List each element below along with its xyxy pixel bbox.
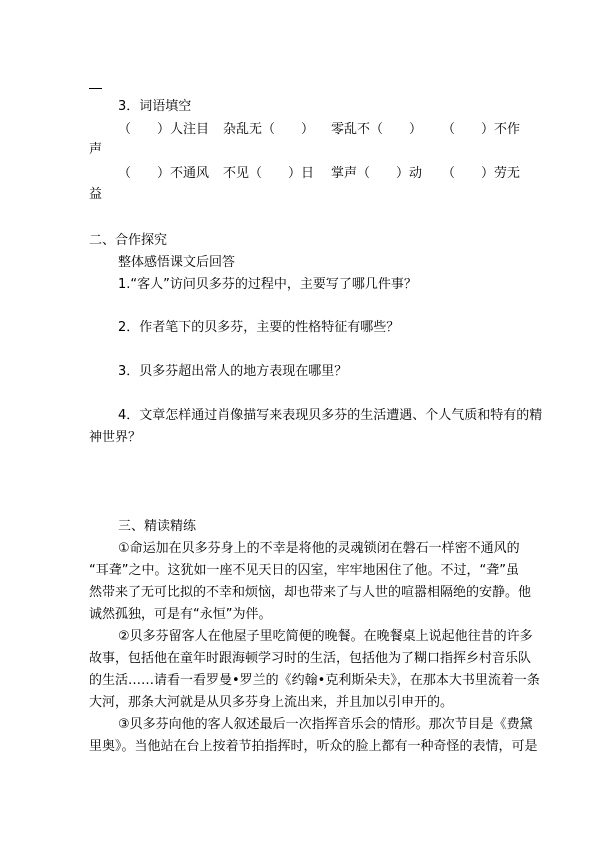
paragraph-line: ①命运加在贝多芬身上的不幸是将他的灵魂锁闭在磐石一样密不通风的 [118, 541, 520, 556]
vocab-item: 零乱不（ ） [331, 122, 423, 137]
paragraph-line: ③贝多芬向他的客人叙述最后一次指挥音乐会的情形。那次节目是《费黛 [118, 717, 533, 732]
vocab-item: 杂乱无（ ） [223, 122, 315, 137]
paragraph-line: 大河，那条大河就是从贝多芬身上流出来，并且加以引申开的。 [89, 695, 454, 710]
paragraph-line: ②贝多芬留客人在他屋子里吃简便的晚餐。在晚餐桌上说起他往昔的许多 [118, 629, 533, 644]
paragraph-line: 的生活……请看一看罗曼•罗兰的《约翰•克利斯朵夫》，在那本大书里流着一条 [89, 673, 540, 688]
vocab-item: （ ）人注目 [118, 122, 210, 137]
paragraph-line: 诚然孤独，可是有“永恒”为伴。 [89, 607, 272, 622]
question-4-line: 4．文章怎样通过肖像描写来表现贝多芬的生活遭遇、个人气质和特有的精 [118, 408, 543, 423]
question-2: 2．作者笔下的贝多芬，主要的性格特征有哪些？ [118, 320, 400, 335]
vocab-item: （ ）不作 [442, 122, 521, 137]
paragraph-line: 然带来了无可比拟的不幸和烦恼，却也带来了与人世的喧嚣相隔绝的安静。他 [89, 585, 532, 600]
top-dash [89, 88, 102, 89]
vocab-wrap: 声 [89, 142, 103, 157]
question-1: 1.“客人”访问贝多芬的过程中，主要写了哪几件事？ [118, 277, 417, 292]
vocab-item: 不见（ ）日 [223, 166, 315, 181]
vocab-item: （ ）不通风 [118, 166, 210, 181]
section-heading: 二、合作探究 [89, 233, 168, 248]
paragraph-line: 故事，包括他在童年时跟海顿学习时的生活，包括他为了糊口指挥乡村音乐队 [89, 651, 532, 666]
vocab-title: 3．词语填空 [118, 99, 192, 114]
paragraph-line: “耳聋”之中。这犹如一座不见天日的囚室，牢牢地困住了他。不过，“聋”虽 [89, 563, 519, 578]
vocab-wrap: 益 [89, 187, 103, 202]
paragraph-line: 里奥》。当他站在台上按着节拍指挥时，听众的脸上都有一种奇怪的表情，可是 [89, 739, 538, 754]
section-intro: 整体感悟课文后回答 [118, 255, 236, 270]
vocab-item: 掌声（ ）动 [331, 166, 423, 181]
question-3: 3．贝多芬超出常人的地方表现在哪里？ [118, 364, 348, 379]
question-4-line: 神世界？ [89, 430, 142, 445]
section-heading: 三、精读精练 [118, 519, 197, 534]
vocab-item: （ ）劳无 [442, 166, 521, 181]
